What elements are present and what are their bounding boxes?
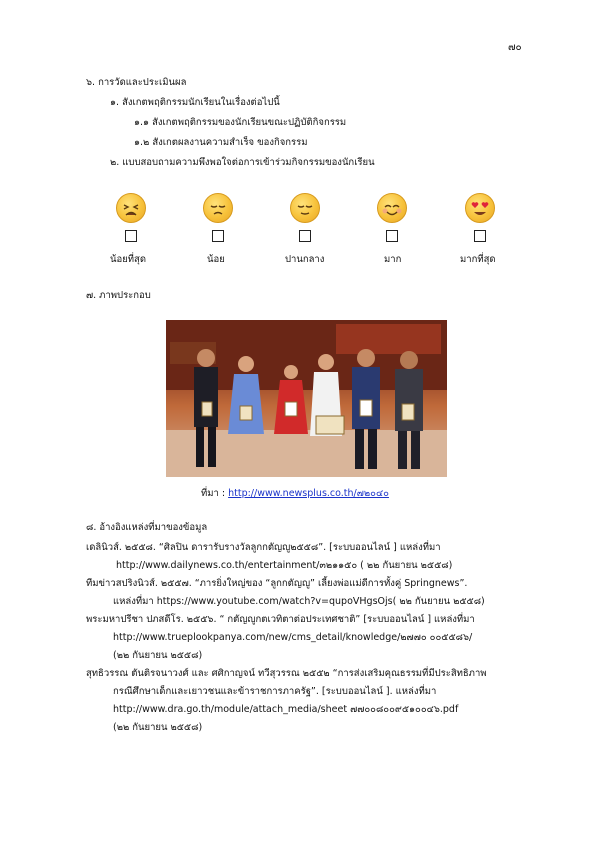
rating-label-4: มาก — [384, 254, 402, 265]
smiling-face-icon — [377, 193, 407, 223]
rating-checkbox-3[interactable] — [299, 230, 311, 242]
page-number: ๗๐ — [508, 42, 522, 53]
rating-label-3: ปานกลาง — [285, 254, 325, 265]
award-photo-illustration — [166, 320, 447, 477]
section-6-1: ๑. สังเกตพฤติกรรมนักเรียนในเรื่องต่อไปนี้ — [110, 97, 280, 108]
section-6-2: ๒. แบบสอบถามความพึงพอใจต่อการเข้าร่วมกิจกรรมของนักเรียน — [110, 157, 375, 168]
reference-1-line-1: เดลินิวส์. ๒๕๕๘. “ศิลปิน ดารารับรางวัลลูกกตัญญู๒๕๕๘”. [ระบบออนไลน์ ] แหล่งที่มา — [86, 542, 441, 553]
rating-label-1: น้อยที่สุด — [110, 254, 146, 265]
reference-3-line-2: http://www.trueplookpanya.com/new/cms_detail/knowledge/๒๗๗๐ ๐๐๕๕๘๖/ — [113, 632, 473, 643]
reference-4-line-2: กรณีศึกษาเด็กและเยาวชนและข้าราชการภาครัฐ”. [ระบบออนไลน์ ]. แหล่งที่มา — [113, 686, 437, 697]
section-7-heading: ๗. ภาพประกอบ — [86, 290, 151, 301]
rating-checkbox-5[interactable] — [474, 230, 486, 242]
section-6-1-2: ๑.๒ สังเกตผลงานความสำเร็จ ของกิจกรรม — [134, 137, 308, 148]
section-8-heading: ๘. อ้างอิงแหล่งที่มาของข้อมูล — [86, 522, 208, 533]
section-6-heading: ๖. การวัดและประเมินผล — [86, 77, 187, 88]
reference-4-line-1: สุทธิวรรณ ตันติรจนาวงศ์ และ ศศิกาญจน์ ทวีสุวรรณ ๒๕๕๒ “การส่งเสริมคุณธรรมที่มีประสิทธิภาพ — [86, 668, 487, 679]
reference-4-line-3: http://www.dra.go.th/module/attach_media/sheet ๗๗๐๐๘๐๐๙๕๑๐๐๔๖.pdf — [113, 704, 459, 715]
photo-caption-prefix: ที่มา : — [201, 488, 229, 499]
sad-face-icon — [203, 193, 233, 223]
rating-label-2: น้อย — [207, 254, 225, 265]
reference-2-line-1: ทีมข่าวสปริงนิวส์. ๒๕๕๗. “ภารยิ่งใหญ่ของ “ลูกกตัญญู” เลี้ยงพ่อแม่ดีการทั้งคู่ Springnews”. — [86, 578, 468, 589]
reference-4-line-4: (๒๒ กันยายน ๒๕๕๘) — [113, 722, 203, 733]
reference-3-line-3: (๒๒ กันยายน ๒๕๕๘) — [113, 650, 203, 661]
rating-label-5: มากที่สุด — [460, 254, 496, 265]
rating-checkbox-1[interactable] — [125, 230, 137, 242]
reference-3-line-1: พระมหาปรีชา ปภสดีโร. ๒๕๕๖. “ กตัญญูกตเวทิตาต่อประเทศชาติ” [ระบบออนไลน์ ] แหล่งที่มา — [86, 614, 475, 625]
section-6-1-1: ๑.๑ สังเกตพฤติกรรมของนักเรียนขณะปฏิบัติกิจกรรม — [134, 117, 347, 128]
photo-caption — [201, 486, 389, 501]
heart-eyes-face-icon — [465, 193, 495, 223]
tired-face-icon — [116, 193, 146, 223]
rating-checkbox-2[interactable] — [212, 230, 224, 242]
rating-checkbox-4[interactable] — [386, 230, 398, 242]
reference-1-line-2: http://www.dailynews.co.th/entertainment/๓๒๑๑๕๐ ( ๒๒ กันยายน ๒๕๕๘) — [116, 560, 453, 571]
reference-2-line-2: แหล่งที่มา https://www.youtube.com/watch?v=qupoVHgsOjs( ๒๒ กันยายน ๒๕๕๘) — [113, 596, 485, 607]
award-photo — [166, 320, 447, 477]
photo-source-link[interactable]: http://www.newsplus.co.th/๗๒๐๔๐ — [228, 488, 389, 499]
relieved-face-icon — [290, 193, 320, 223]
